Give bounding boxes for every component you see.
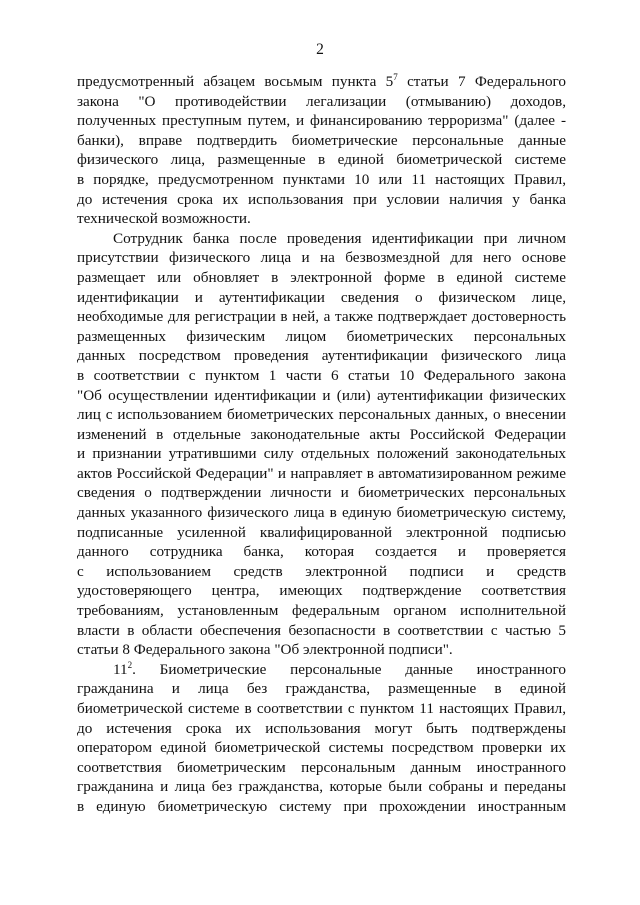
text-line: в порядке, предусмотренном пунктами 10 или 11 настоящих Правил, [77,170,566,188]
document-body [77,72,566,817]
text-line: закона "О противодействии легализации (отмыванию) доходов, [77,92,566,110]
text-line: технической возможности. [77,210,251,228]
text-line: гражданина и лица без гражданства, размещенные в единой [77,680,566,698]
text-line: лиц с использованием биометрических персональных данных, о внесении [77,406,566,424]
text-line: гражданина и лица без гражданства, которые были собраны и переданы [77,778,566,796]
text-line: соответствия биометрическим персональным данным иностранного [77,758,566,776]
text-line: в соответствии с пунктом 1 части 6 статьи 10 Федерального закона [77,366,566,384]
text-line: размещенных физическим лицом биометрических персональных [77,327,566,345]
text-line: предусмотренный абзацем восьмым пункта $5^7$ статьи 7 Федерального [77,72,566,90]
text-line: власти в области обеспечения безопасности в соответствии с частью 5 [77,621,566,639]
text-line: до истечения срока их использования при условии наличия у банка [77,190,566,208]
text-line: оператором единой биометрической системы посредством проверки их [77,739,566,757]
text-line: подписанные усиленной квалифицированной электронной подписью [77,523,566,541]
text-line: данных указанного физического лица в единую биометрическую систему, [77,504,566,522]
text-line: статьи 8 Федерального закона "Об электронной подписи". [77,641,453,659]
text-line: необходимые для регистрации в ней, а также подтверждает достоверность [77,308,566,326]
text-line: актов Российской Федерации" и направляет в автоматизированном режиме [77,464,566,482]
paragraph-1 [77,72,566,229]
paragraph-2 [77,229,566,660]
text-line: $11^2$. Биометрические персональные данные иностранного [113,659,566,678]
text-line: удостоверяющего центра, имеющих подтверждение соответствия [77,582,566,600]
text-line: сведения о подтверждении личности и биометрических персональных [77,484,566,502]
superscript: 7 [393,72,398,82]
text-line: присутствии физического лица и на безвозмездной для него основе [77,249,566,267]
text-line: размещает или обновляет в электронной форме в единой системе [77,268,566,286]
text-line: физического лица, размещенные в единой биометрической системе [77,151,566,169]
text-line: изменений в отдельные законодательные акты Российской Федерации [77,425,566,443]
text-line: в единую биометрическую систему при прохождении иностранным [77,797,566,815]
text-line: с использованием средств электронной подписи и средств [77,562,566,580]
text-line: данных посредством проведения аутентификации физического лица [77,347,566,365]
text-line: данного сотрудника банка, которая создается и проверяется [77,543,566,561]
superscript: 2 [127,659,133,670]
text-line: "Об осуществлении идентификации и (или) аутентификации физических [77,386,566,404]
text-line: требованиям, установленным федеральным органом исполнительной [77,602,566,620]
page-number: 2 [316,41,324,58]
text-line: банки), вправе подтвердить биометрические персональные данные [77,131,566,149]
text-line: биометрической системе в соответствии с пунктом 11 настоящих Правил, [77,700,566,717]
text-line: полученных преступным путем, и финансированию терроризма" (далее - [77,112,566,130]
text-line: идентификации и аутентификации сведения о физическом лице, [77,288,566,306]
paragraph-3 [77,660,566,817]
text-line: до истечения срока их использования могут быть подтверждены [77,719,566,737]
text-line: и признании утратившими силу отдельных положений законодательных [77,445,566,463]
text-line: Сотрудник банка после проведения идентификации при личном [113,229,566,247]
